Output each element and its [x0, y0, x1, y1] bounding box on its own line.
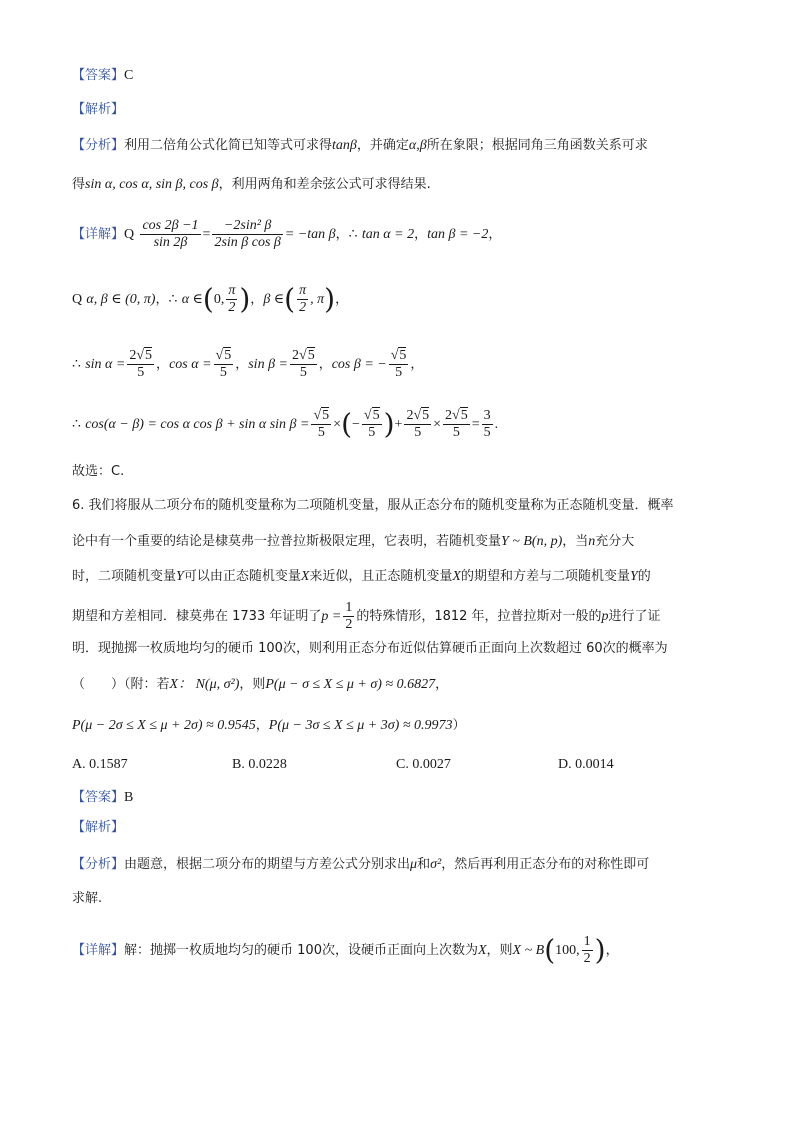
- q6-text: 时，二项随机变量: [72, 569, 177, 584]
- q6-text: 论中有一个重要的结论是棣莫弗一拉普拉斯极限定理，它表明，若随机变量: [72, 534, 502, 549]
- times: ×: [333, 417, 342, 432]
- xiangjie2-line: [72, 934, 619, 967]
- option-b[interactable]: B. 0.0228: [232, 757, 287, 772]
- minus: −: [352, 417, 360, 432]
- denominator: 5: [368, 425, 376, 440]
- numerator: 2√5: [292, 348, 315, 363]
- paren: ): [324, 282, 336, 316]
- q6-text: 期望和方差相同．棣莫弗在 1733 年证明了: [72, 609, 322, 624]
- numerator: cos 2β −1: [142, 218, 199, 233]
- math-inline: β ∈: [263, 292, 285, 307]
- fenxi-text: ，并确定: [356, 138, 409, 153]
- math-inline: tan β = −2: [427, 227, 489, 242]
- denominator: 5: [483, 425, 491, 440]
- q6-text: ，当: [562, 534, 589, 549]
- option-a[interactable]: A. 0.1587: [72, 757, 128, 772]
- paren: (: [202, 282, 214, 316]
- therefore-symbol: ∴: [348, 227, 358, 242]
- numerator: 3: [483, 408, 491, 423]
- numerator: √5: [215, 348, 232, 363]
- punct: ，: [335, 227, 349, 242]
- denominator: 2: [228, 300, 236, 315]
- answer-tag: 【答案】: [72, 790, 125, 805]
- xiangjie-text: 解：抛掷一枚质地均匀的硬币 100次，设硬币正面向上次数为: [124, 943, 478, 958]
- xiangjie-text: ，则: [486, 943, 513, 958]
- denominator: 5: [137, 365, 145, 380]
- math-inline: n: [588, 534, 596, 549]
- math-inline: X： N(μ, σ²): [169, 677, 240, 692]
- answer-value: B: [124, 790, 134, 805]
- q6-text: 进行了证: [608, 609, 661, 624]
- radicand: 5: [372, 408, 380, 423]
- q6-text: 的特殊情形，1812 年，拉普拉斯对一般的: [356, 609, 602, 624]
- math-inline: P(μ − σ ≤ X ≤ μ + σ) ≈ 0.6827: [265, 677, 436, 692]
- math-inline: Y: [176, 569, 184, 584]
- radicand: 5: [322, 408, 330, 423]
- math-inline: Y ~ B(n, p): [501, 534, 563, 549]
- fraction: [214, 348, 234, 381]
- option-c[interactable]: C. 0.0027: [396, 757, 451, 772]
- math-inline: cos β = −: [331, 357, 387, 372]
- coef: 2: [129, 348, 137, 363]
- q6-text: 的期望和方差与二项随机变量: [460, 569, 630, 584]
- cos-diff-line: [72, 408, 498, 441]
- punct: ，: [335, 292, 349, 307]
- denominator: 5: [219, 365, 227, 380]
- answer-line-1: [72, 66, 133, 85]
- fraction: [362, 408, 382, 441]
- numerator: 2√5: [445, 408, 468, 423]
- equals: =: [471, 417, 480, 432]
- punct: ，: [410, 357, 424, 372]
- paren: ): [239, 282, 251, 316]
- option-d[interactable]: D. 0.0014: [558, 757, 614, 772]
- math-inline: 0,: [213, 292, 225, 307]
- math-inline: α ∈: [181, 292, 203, 307]
- math-symbol: Q: [124, 227, 135, 242]
- math-inline: tan α = 2: [361, 227, 415, 242]
- fraction: [343, 600, 354, 633]
- fenxi2-line-1: [72, 855, 649, 874]
- fenxi-text: ，然后再利用正态分布的对称性即可: [441, 857, 650, 872]
- punct: ，: [488, 227, 502, 242]
- therefore-symbol: ∴: [72, 417, 81, 432]
- q6-line-1: 6. 我们将服从二项分布的随机变量称为二项随机变量，服从正态分布的随机变量称为正态随机变量．概率: [72, 498, 674, 513]
- analysis-line-1: [72, 100, 124, 119]
- numerator: 2√5: [406, 408, 430, 423]
- math-inline: sin α =: [85, 357, 126, 372]
- fenxi-text: 利用二倍角公式化简已知等式可求得: [124, 138, 333, 153]
- numerator: π: [228, 283, 236, 298]
- math-inline: X: [477, 943, 487, 958]
- punct: ，: [156, 357, 170, 372]
- fraction: [582, 934, 593, 967]
- fraction: [482, 408, 493, 441]
- fenxi2-line-2: 求解.: [72, 891, 103, 906]
- paren: (: [284, 282, 296, 316]
- plus: +: [394, 417, 403, 432]
- fraction: [311, 408, 331, 441]
- fenxi-line-1: [72, 136, 648, 155]
- radicand: 5: [145, 348, 153, 363]
- analysis-tag: 【解析】: [72, 820, 125, 835]
- q6-text: ，: [435, 677, 449, 692]
- q6-text: 可以由正态随机变量: [183, 569, 301, 584]
- math-symbol: Q: [72, 292, 83, 307]
- q6-text: 来近似，且正态随机变量: [309, 569, 453, 584]
- coef: 2: [292, 348, 299, 363]
- paren: ): [383, 407, 395, 441]
- coef: 2: [406, 408, 414, 423]
- fraction: [226, 283, 237, 316]
- q6-line-5: 明．现抛掷一枚质地均匀的硬币 100次，则利用正态分布近似估算硬币正面向上次数超过 60次的概率为: [72, 641, 668, 656]
- fraction: [404, 408, 431, 441]
- numerator: 2√5: [129, 348, 153, 363]
- math-inline: sin β =: [248, 357, 288, 372]
- answer-tag: 【答案】: [72, 68, 125, 83]
- math-inline: μ: [410, 857, 418, 872]
- math-inline: Y: [629, 569, 638, 584]
- punct: ，: [605, 943, 619, 958]
- denominator: 5: [299, 365, 307, 380]
- math-inline: α,β: [408, 138, 427, 153]
- q6-text: 的: [637, 569, 651, 584]
- q6-line-2: [72, 532, 634, 551]
- q6-line-6: [72, 675, 448, 694]
- numerator: π: [299, 283, 307, 298]
- radicand: 5: [307, 348, 315, 363]
- q6-options: [72, 756, 722, 774]
- fenxi-text: 由题意，根据二项分布的期望与方差公式分别求出: [124, 857, 411, 872]
- radicand: 5: [399, 348, 407, 363]
- denominator: 2sin β cos β: [214, 235, 281, 250]
- fenxi-tag: 【分析】: [72, 138, 125, 153]
- q6-text: （ ）（附：若: [72, 677, 170, 692]
- numerator: 1: [583, 934, 591, 949]
- punct: ，: [235, 357, 249, 372]
- therefore-symbol: ∴: [72, 357, 81, 372]
- denominator: 5: [395, 365, 403, 380]
- punct: ，: [318, 357, 332, 372]
- denominator: 5: [452, 425, 460, 440]
- radicand: 5: [460, 408, 468, 423]
- values-line: [72, 348, 423, 381]
- answer-line-2: [72, 788, 133, 807]
- fenxi-text: 所在象限；根据同角三角函数关系可求: [426, 138, 648, 153]
- punct: ，: [155, 292, 169, 307]
- math-inline: σ²: [430, 857, 442, 872]
- paren: ): [594, 933, 606, 967]
- punct: .: [494, 417, 499, 432]
- xiangjie-line-1: [72, 218, 501, 251]
- xiangjie-tag: 【详解】: [72, 227, 125, 242]
- math-inline: sin α, cos α, sin β, cos β: [85, 177, 219, 192]
- fraction: [297, 283, 308, 316]
- answer-value: C: [124, 68, 134, 83]
- denominator: 2: [583, 951, 591, 966]
- q6-line-3: [72, 567, 651, 586]
- fenxi-text: 得: [72, 177, 86, 192]
- q6-line-7: [72, 716, 466, 735]
- numerator: 1: [345, 600, 353, 615]
- q6-text: 充分大: [595, 534, 635, 549]
- radicand: 5: [224, 348, 232, 363]
- fraction: [212, 218, 282, 251]
- conclusion-1: 故选：C.: [72, 464, 125, 479]
- paren: (: [544, 933, 556, 967]
- fraction: [290, 348, 317, 381]
- fenxi-text: 和: [417, 857, 431, 872]
- math-inline: p =: [321, 609, 342, 624]
- q6-text: ）: [452, 718, 466, 733]
- analysis-tag: 【解析】: [72, 102, 125, 117]
- q6-line-4: [72, 600, 661, 633]
- math-inline: X: [300, 569, 310, 584]
- denominator: 2: [345, 617, 353, 632]
- radicand: 5: [422, 408, 430, 423]
- q6-text: ，则: [239, 677, 266, 692]
- fenxi-text: ，利用两角和差余弦公式可求得结果.: [218, 177, 431, 192]
- punct: ，: [250, 292, 264, 307]
- paren: (: [341, 407, 352, 441]
- times: ×: [433, 417, 442, 432]
- xiangjie-tag: 【详解】: [72, 943, 125, 958]
- analysis-line-2: [72, 818, 124, 837]
- math-inline: = −tan β: [284, 227, 336, 242]
- math-inline: p: [601, 609, 609, 624]
- range-line: [72, 283, 348, 316]
- math-inline: 100,: [555, 943, 580, 958]
- numerator: −2sin² β: [212, 218, 282, 235]
- numerator: √5: [313, 408, 330, 423]
- fraction: [127, 348, 154, 381]
- math-inline: X: [452, 569, 461, 584]
- math-inline: cos(α − β) = cos α cos β + sin α sin β =: [85, 417, 310, 432]
- fraction: [140, 218, 200, 251]
- punct: ，: [414, 227, 428, 242]
- math-inline: α, β ∈ (0, π): [86, 292, 156, 307]
- equals: =: [202, 227, 211, 242]
- denominator: sin 2β: [153, 235, 188, 250]
- therefore-symbol: ∴: [168, 292, 178, 307]
- math-inline: , π: [310, 292, 325, 307]
- math-inline: X ~ B: [512, 943, 545, 958]
- fenxi-line-2: [72, 175, 431, 194]
- numerator: √5: [390, 348, 407, 363]
- numerator: √5: [363, 408, 380, 423]
- q6-text: ，: [255, 718, 269, 733]
- math-inline: cos α =: [169, 357, 212, 372]
- coef: 2: [445, 408, 453, 423]
- math-inline: P(μ − 2σ ≤ X ≤ μ + 2σ) ≈ 0.9545: [72, 718, 256, 733]
- denominator: 5: [317, 425, 325, 440]
- fraction: [389, 348, 409, 381]
- denominator: 2: [299, 300, 307, 315]
- math-inline: P(μ − 3σ ≤ X ≤ μ + 3σ) ≈ 0.9973: [268, 718, 453, 733]
- denominator: 5: [414, 425, 422, 440]
- fraction: [443, 408, 470, 441]
- math-inline: tanβ: [332, 138, 357, 153]
- fenxi-tag: 【分析】: [72, 857, 125, 872]
